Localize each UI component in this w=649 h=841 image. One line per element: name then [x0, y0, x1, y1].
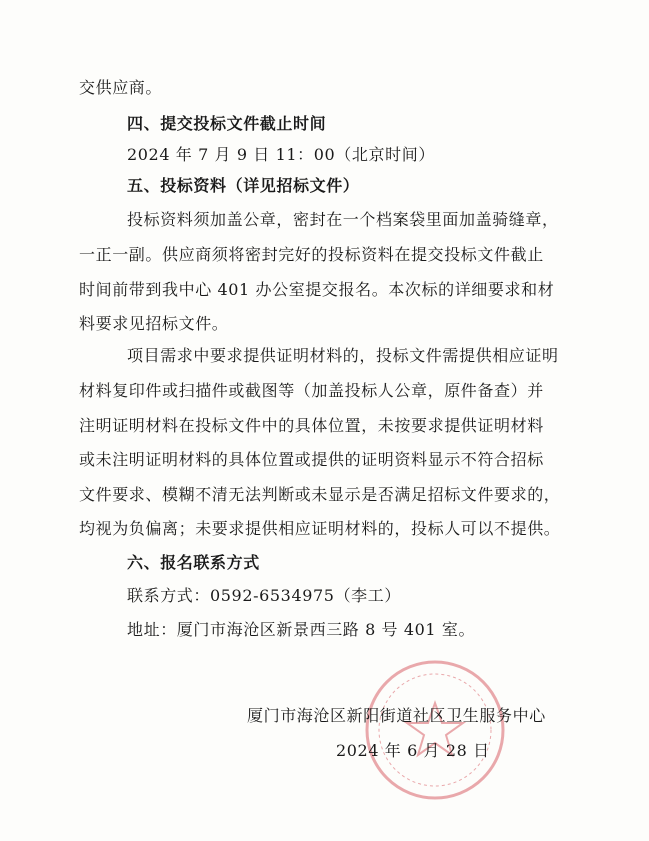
text-line-proof-4: 或未注明证明材料的具体位置或提供的证明资料显示不符合招标	[79, 450, 544, 469]
section-heading-6: 六、报名联系方式	[127, 553, 260, 572]
text-line-proof-5: 文件要求、模糊不清无法判断或未显示是否满足招标文件要求的，	[79, 485, 561, 504]
section-heading-5: 五、投标资料（详见招标文件）	[127, 176, 360, 195]
text-line-deadline: 2024 年 7 月 9 日 11：00（北京时间）	[127, 145, 435, 164]
text-line-proof-3: 注明证明材料在投标文件中的具体位置，未按要求提供证明材料	[79, 416, 544, 435]
text-line-proof-6: 均视为负偏离；未要求提供相应证明材料的，投标人可以不提供。	[79, 519, 561, 538]
section-heading-4: 四、提交投标文件截止时间	[127, 114, 327, 133]
text-line-proof-1: 项目需求中要求提供证明材料的，投标文件需提供相应证明	[127, 346, 559, 365]
signature-org: 厦门市海沧区新阳街道社区卫生服务中心	[247, 706, 546, 725]
official-seal-icon	[360, 655, 510, 805]
text-line-materials-1: 投标资料须加盖公章，密封在一个档案袋里面加盖骑缝章，	[127, 210, 559, 229]
text-line-1: 交供应商。	[79, 78, 163, 97]
contact-line: 联系方式：0592-6534975（李工）	[127, 586, 401, 605]
text-line-materials-4: 料要求见招标文件。	[79, 314, 229, 333]
address-line: 地址：厦门市海沧区新景西三路 8 号 401 室。	[127, 620, 476, 639]
text-line-materials-2: 一正一副。供应商须将密封完好的投标资料在提交投标文件截止	[79, 245, 544, 264]
text-line-materials-3: 时间前带到我中心 401 办公室提交报名。本次标的详细要求和材	[79, 280, 555, 299]
signature-date: 2024 年 6 月 28 日	[336, 741, 490, 760]
text-line-proof-2: 材料复印件或扫描件或截图等（加盖投标人公章，原件备查）并	[79, 381, 544, 400]
